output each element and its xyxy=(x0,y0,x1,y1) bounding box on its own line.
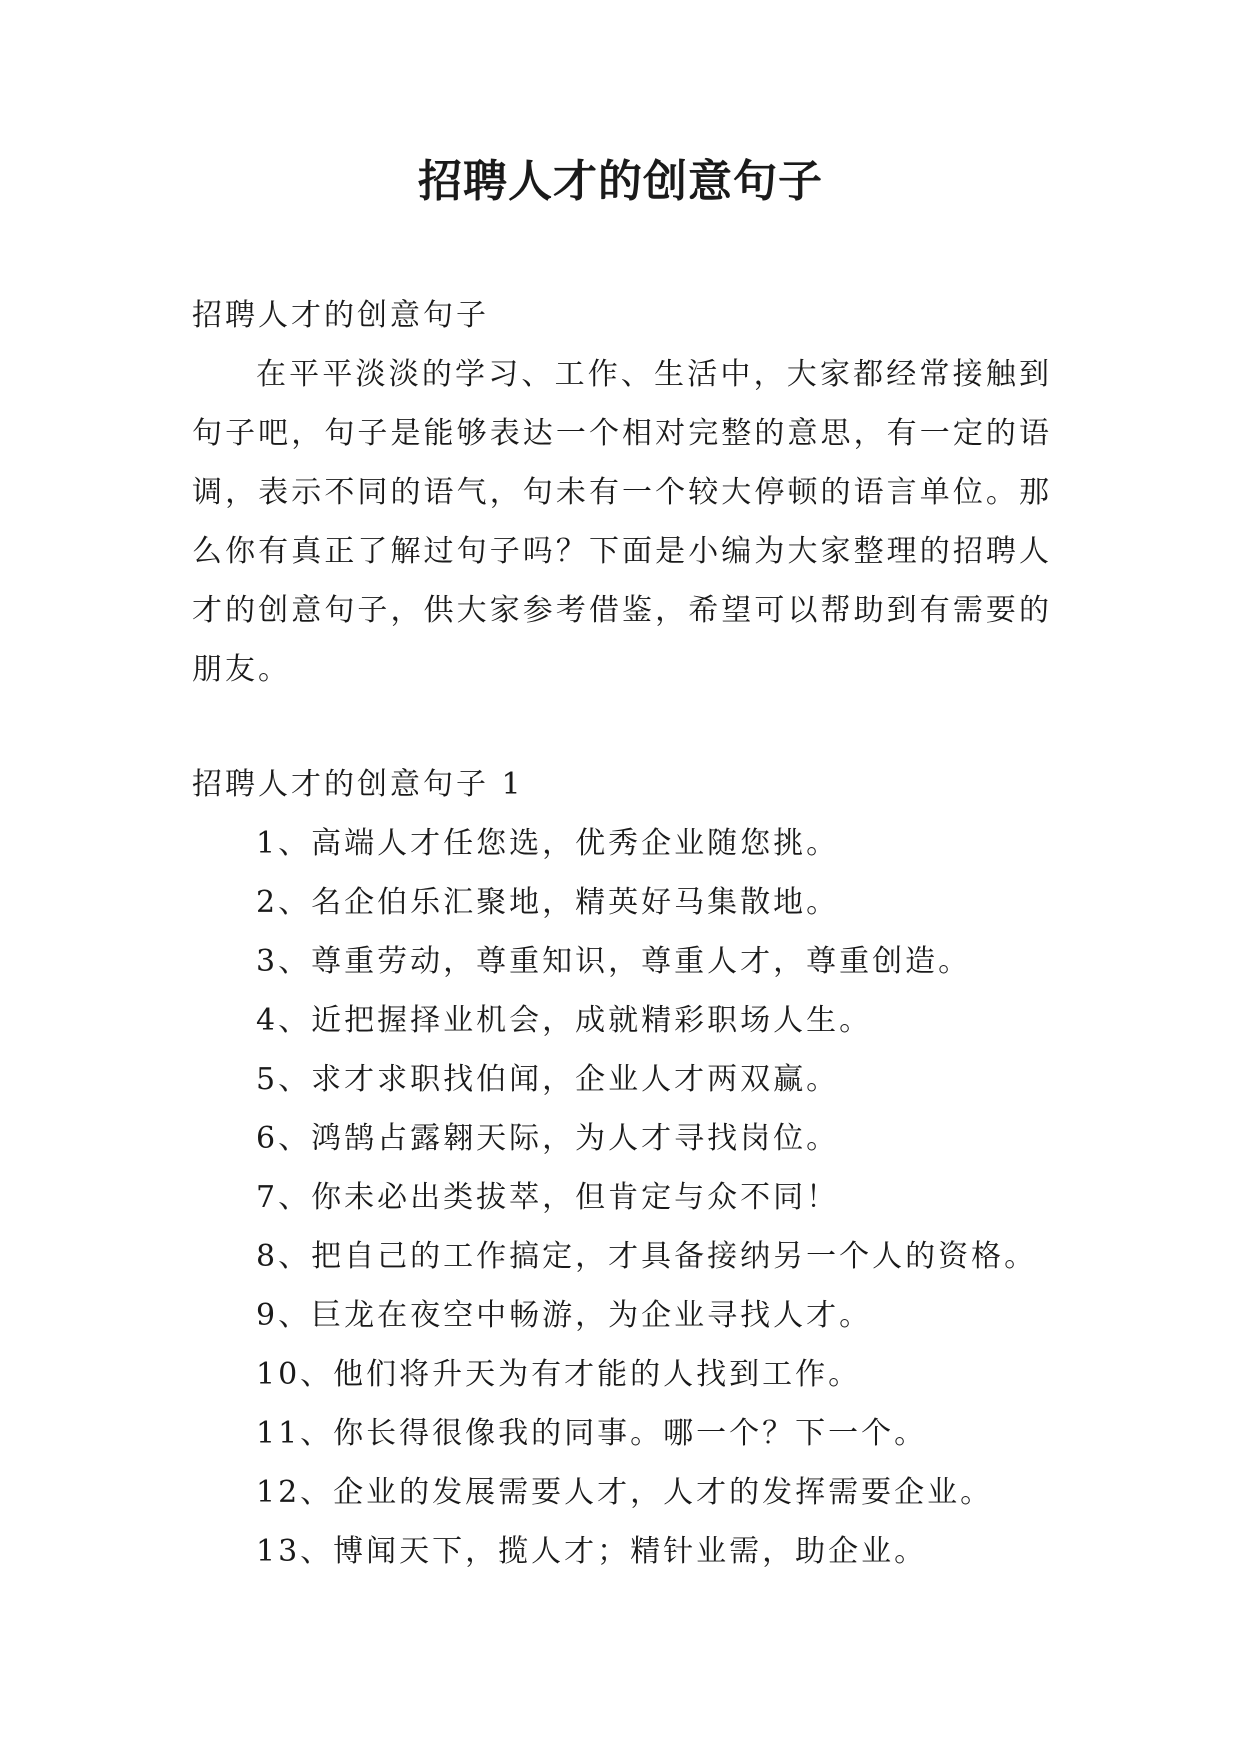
list-item: 8、把自己的工作搞定，才具备接纳另一个人的资格。 xyxy=(256,1239,1038,1274)
list-item: 9、巨龙在夜空中畅游，为企业寻找人才。 xyxy=(256,1298,873,1333)
sentence-list xyxy=(192,814,1052,1581)
intro-paragraph: 在平平淡淡的学习、工作、生活中，大家都经常接触到句子吧，句子是能够表达一个相对完整的意思，有一定的语调，表示不同的语气，句未有一个较大停顿的语言单位。那么你有真正了解过句子吗？下面是小编为大家整理的招聘人才的创意句子，供大家参考借鉴，希望可以帮助到有需要的朋友。 xyxy=(192,357,1052,687)
list-item: 11、你长得很像我的同事。哪一个？下一个。 xyxy=(256,1416,928,1451)
list-item: 7、你未必出类拔萃，但肯定与众不同！ xyxy=(256,1180,840,1215)
intro-section xyxy=(192,286,1052,699)
list-item: 10、他们将升天为有才能的人找到工作。 xyxy=(256,1357,862,1392)
list-item: 13、博闻天下，揽人才；精针业需，助企业。 xyxy=(256,1534,928,1569)
list-item: 6、鸿鹄占露翱天际，为人才寻找岗位。 xyxy=(256,1121,840,1156)
section-heading: 招聘人才的创意句子 1 xyxy=(192,767,524,802)
intro-heading: 招聘人才的创意句子 xyxy=(192,298,489,333)
list-item: 1、高端人才任您选，优秀企业随您挑。 xyxy=(256,826,840,861)
list-item: 5、求才求职找伯闻，企业人才两双赢。 xyxy=(256,1062,840,1097)
list-item: 2、名企伯乐汇聚地，精英好马集散地。 xyxy=(256,885,840,920)
list-item: 4、近把握择业机会，成就精彩职场人生。 xyxy=(256,1003,873,1038)
list-item: 3、尊重劳动，尊重知识，尊重人才，尊重创造。 xyxy=(256,944,972,979)
document-title: 招聘人才的创意句子 xyxy=(418,156,823,207)
sentences-section xyxy=(192,755,1052,1581)
list-item: 12、企业的发展需要人才，人才的发挥需要企业。 xyxy=(256,1475,994,1510)
